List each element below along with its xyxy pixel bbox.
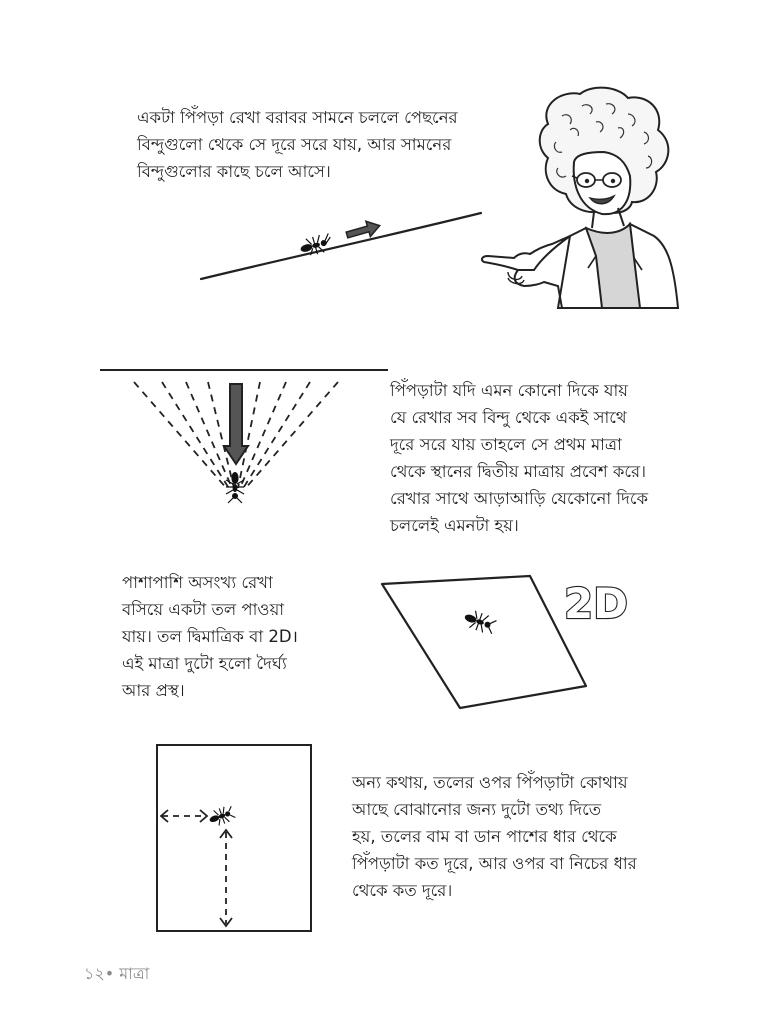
panel1-line: একটা পিঁপড়া রেখা বরাবর সামনে চললে পেছনের bbox=[137, 108, 458, 127]
2d-badge bbox=[550, 578, 642, 630]
panel4-text bbox=[352, 769, 637, 904]
arrow-icon bbox=[224, 384, 248, 464]
panel2-line: রেখার সাথে আড়াআড়ি যেকোনো দিকে bbox=[390, 489, 648, 508]
line-with-ant-illustration bbox=[195, 205, 490, 285]
panel3-line: বসিয়ে একটা তল পাওয়া bbox=[122, 600, 285, 619]
2d-badge-label: 2D bbox=[563, 579, 629, 628]
panel2-line: যে রেখার সব বিন্দু থেকে একই সাথে bbox=[390, 408, 627, 427]
panel3-text bbox=[122, 569, 298, 704]
panel2-line: চললেই এমনটা হয়। bbox=[390, 516, 519, 535]
coordinates-illustration bbox=[156, 744, 314, 934]
panel1-text bbox=[137, 104, 458, 185]
ant-icon bbox=[226, 472, 244, 503]
panel2-line: পিঁপড়াটা যদি এমন কোনো দিকে যায় bbox=[390, 381, 628, 400]
panel4-line: পিঁপড়াটা কত দূরে, আর ওপর বা নিচের ধার bbox=[352, 854, 637, 873]
panel2-line: দূরে সরে যায় তাহলে সে প্রথম মাত্রা bbox=[390, 435, 622, 454]
panel3-line: এই মাত্রা দুটো হলো দৈর্ঘ্য bbox=[122, 654, 287, 673]
panel3-line: আর প্রস্থ। bbox=[122, 681, 185, 700]
panel4-line: অন্য কথায়, তলের ওপর পিঁপড়াটা কোথায় bbox=[352, 773, 628, 792]
perpendicular-direction-illustration bbox=[100, 360, 390, 510]
scientist-character-icon bbox=[478, 86, 698, 308]
panel4-line: আছে বোঝানোর জন্য দুটো তথ্য দিতে bbox=[352, 800, 602, 819]
panel2-line: থেকে স্থানের দ্বিতীয় মাত্রায় প্রবেশ করে। bbox=[390, 462, 647, 481]
panel1-line: বিন্দুগুলোর কাছে চলে আসে। bbox=[137, 162, 331, 181]
panel3-line: পাশাপাশি অসংখ্য রেখা bbox=[122, 573, 273, 592]
panel4-line: হয়, তলের বাম বা ডান পাশের ধার থেকে bbox=[352, 827, 617, 846]
panel1-line: বিন্দুগুলো থেকে সে দূরে সরে যায়, আর সামনের bbox=[137, 135, 452, 154]
panel2-text bbox=[390, 377, 648, 539]
panel3-line: যায়। তল দ্বিমাত্রিক বা 2D। bbox=[122, 627, 298, 646]
panel4-line: থেকে কত দূরে। bbox=[352, 881, 453, 900]
page-footer: ১২• মাত্রা bbox=[84, 964, 150, 983]
